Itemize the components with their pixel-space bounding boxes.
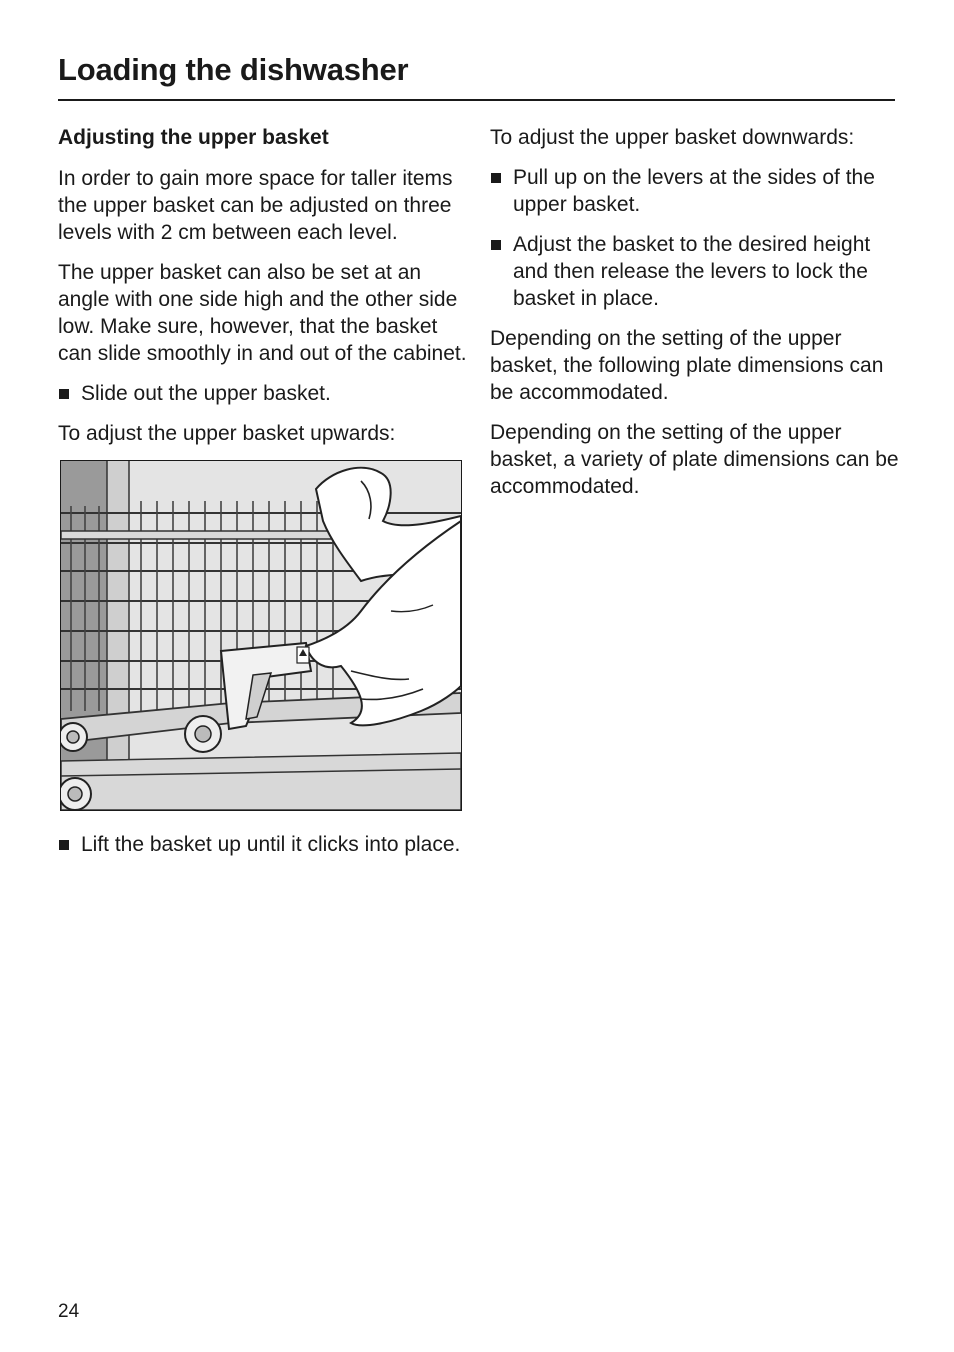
bullet-text: Adjust the basket to the desired height and then release the levers to lock the basket in place. [513,233,871,310]
left-column [58,124,468,871]
paragraph-plate-dimensions-1: Depending on the setting of the upper basket, the following plate dimensions can be accommodated. [490,327,884,404]
bullet-text: Slide out the upper basket. [81,382,331,405]
bullet-text: Lift the basket up until it clicks into place. [81,833,461,856]
bullet-text: Pull up on the levers at the sides of the upper basket. [513,166,875,216]
bullet-square-icon [59,389,69,399]
right-column [490,124,900,513]
page-number: 24 [58,1301,80,1322]
paragraph-angle: The upper basket can also be set at an angle with one side high and the other side low. Make sure, however, that the basket can slide smoothly in and out of the cabinet. [58,261,467,365]
page-title: Loading the dishwasher [58,52,409,87]
bullet-adjust-height [490,231,900,312]
intro-downwards: To adjust the upper basket downwards: [490,126,855,149]
section-heading: Adjusting the upper basket [58,126,329,149]
title-divider [58,99,895,101]
paragraph-levels: In order to gain more space for taller items the upper basket can be adjusted on three levels with 2 cm between each level. [58,167,453,244]
intro-upwards: To adjust the upper basket upwards: [58,422,396,445]
bullet-square-icon [491,173,501,183]
bullet-lift-basket [58,831,468,858]
basket-adjust-illustration [60,460,462,811]
bullet-pull-levers [490,164,900,218]
paragraph-plate-dimensions-2: Depending on the setting of the upper basket, a variety of plate dimensions can be accommodated. [490,421,899,498]
bullet-square-icon [59,840,69,850]
bullet-square-icon [491,240,501,250]
bullet-slide-out [58,380,468,407]
